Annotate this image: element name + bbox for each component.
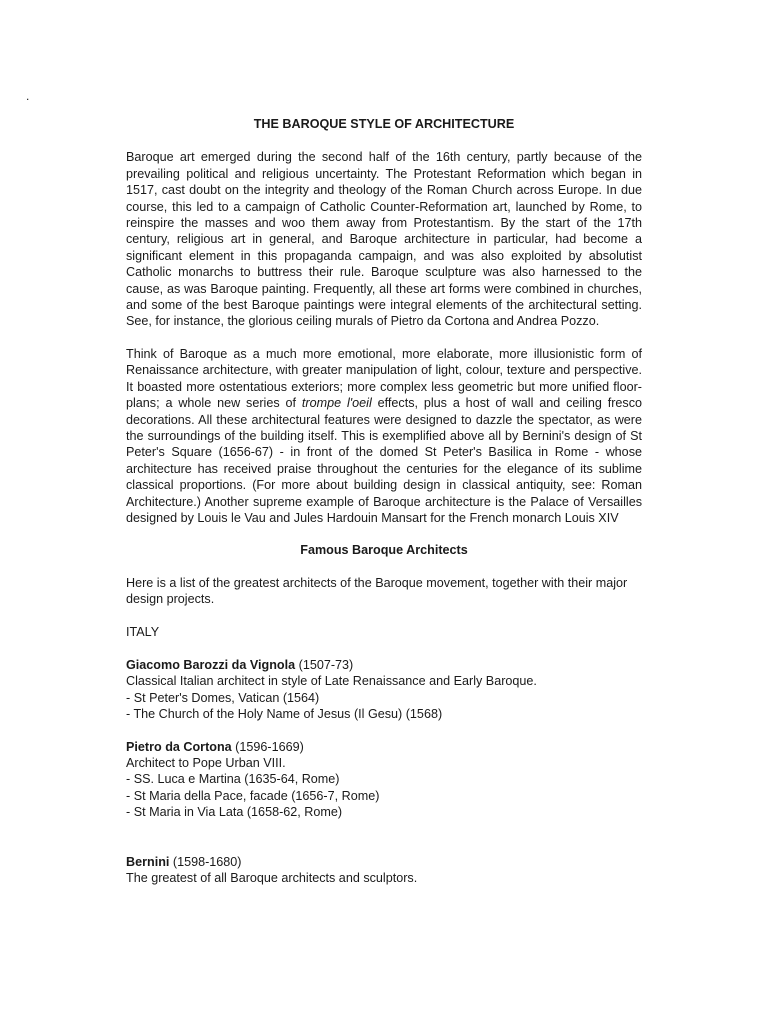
architect-heading xyxy=(126,739,642,755)
document-body xyxy=(126,116,642,902)
architect-entry xyxy=(126,657,642,723)
architect-line: - SS. Luca e Martina (1635-64, Rome) xyxy=(126,772,340,787)
architect-name: Giacomo Barozzi da Vignola xyxy=(126,657,296,672)
section-intro: Here is a list of the greatest architects of the Baroque movement, together with their major design projects. xyxy=(126,575,628,607)
stray-mark: . xyxy=(26,89,30,103)
paragraph-text-before: Think of Baroque as a much more emotional, more elaborate, more illusionistic form of Renaissance architecture, with greater manipulation of light, colour, texture and perspective. It boasted more ostentatious exteriors; more complex less geometric but more unified floor-plans; a whole new series of xyxy=(126,346,642,411)
italic-term: trompe l'oeil xyxy=(301,396,372,411)
paragraph-text-after: effects, plus a host of wall and ceiling fresco decorations. All these architectural features were designed to dazzle the spectator, as were the surroundings of the building itself. This is exemplified above all by Bernini's design of St Peter's Square (1656-67) - in front of the domed St Peter's Basilica in Rome - whose architecture has received praise throughout the centuries for the elegance of its sublime classical proportions. (For more about building design in classical antiquity, see: Roman Architecture.) Another supreme example of Baroque architecture is the Palace of Versailles designed by Louis le Vau and Jules Hardouin Mansart for the French monarch Louis XIV xyxy=(126,396,642,525)
architect-line: Classical Italian architect in style of Late Renaissance and Early Baroque. xyxy=(126,674,537,689)
architect-line: The greatest of all Baroque architects and sculptors. xyxy=(126,871,418,886)
architect-entry xyxy=(126,854,642,887)
architect-dates: (1507-73) xyxy=(295,657,354,672)
architect-line: - St Maria della Pace, facade (1656-7, Rome) xyxy=(126,788,380,803)
architect-line: - St Maria in Via Lata (1658-62, Rome) xyxy=(126,805,343,820)
architect-line: Architect to Pope Urban VIII. xyxy=(126,756,286,770)
architect-entry xyxy=(126,739,642,821)
architect-heading xyxy=(126,657,642,673)
architect-line: - St Peter's Domes, Vatican (1564) xyxy=(126,690,320,705)
architect-heading xyxy=(126,854,642,870)
paragraph-origins: Baroque art emerged during the second half of the 16th century, partly because of the prevailing political and religious uncertainty. The Protestant Reformation which began in 1517, cast doubt on the integrity and theology of the Roman Church across Europe. In due course, this led to a campaign of Catholic Counter-Reformation art, launched by Rome, to reinspire the masses and woo them away from Protestantism. By the start of the 17th century, religious art in general, and Baroque architecture in particular, had become a significant element in this propaganda campaign, and was also exploited by absolutist Catholic monarchs to buttress their rule. Baroque sculpture was also harnessed to the cause, as was Baroque painting. Frequently, all these art forms were combined in churches, and some of the best Baroque paintings were integral elements of the architectural setting. See, for instance, the glorious ceiling murals of Pietro da Cortona and Andrea Pozzo. xyxy=(126,150,642,329)
architect-line: - The Church of the Holy Name of Jesus (Il Gesu) (1568) xyxy=(126,707,443,722)
country-heading: ITALY xyxy=(126,624,160,639)
architect-dates: (1596-1669) xyxy=(231,739,304,754)
section-title: Famous Baroque Architects xyxy=(300,543,468,558)
paragraph-characteristics xyxy=(126,346,642,526)
document-title: THE BAROQUE STYLE OF ARCHITECTURE xyxy=(253,117,515,131)
architect-dates: (1598-1680) xyxy=(169,854,242,869)
architect-name: Bernini xyxy=(126,854,170,869)
architect-name: Pietro da Cortona xyxy=(126,739,232,754)
